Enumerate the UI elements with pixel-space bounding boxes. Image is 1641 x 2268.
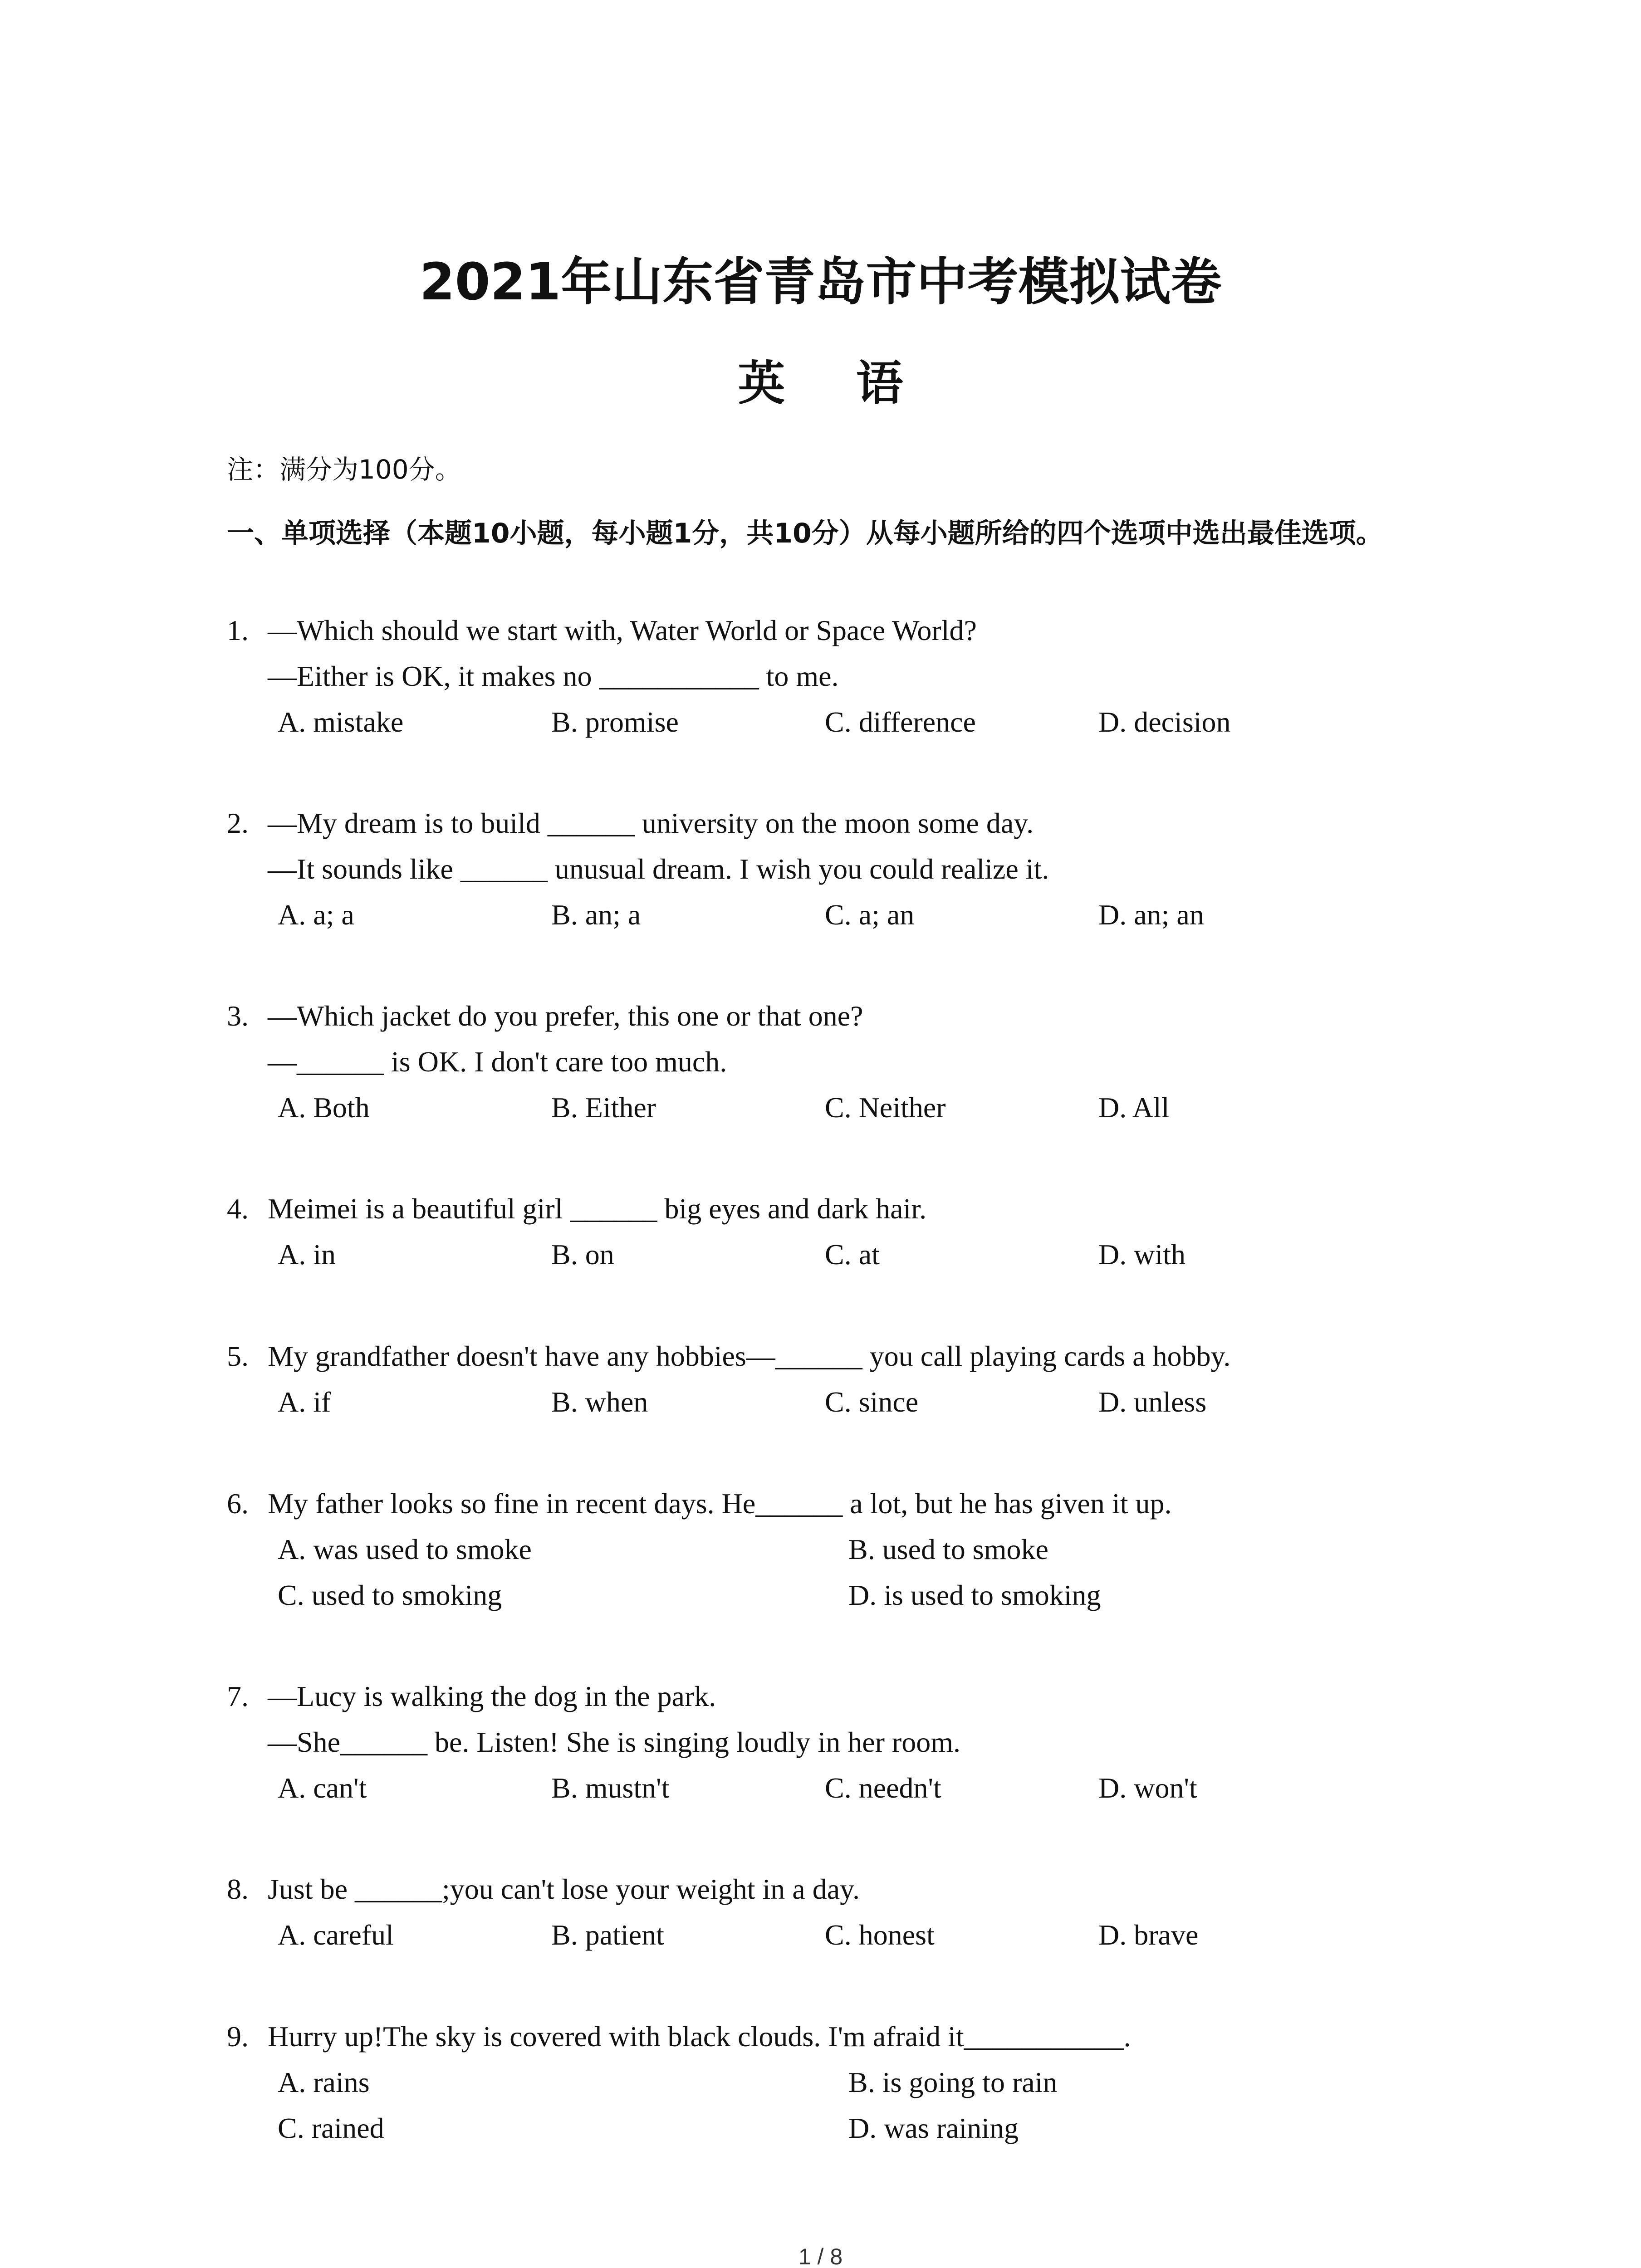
question-number: 3. — [227, 1000, 249, 1032]
answer-option: A. mistake — [278, 706, 404, 738]
question-number: 4. — [227, 1193, 249, 1225]
answer-option: D. unless — [1098, 1386, 1207, 1418]
answer-option: B. on — [551, 1238, 614, 1271]
question-stem-line: Hurry up!The sky is covered with black clouds. I'm afraid it___________. — [268, 2020, 1131, 2053]
answer-option: B. patient — [551, 1919, 664, 1951]
score-note: 注：满分为100分。 — [227, 454, 461, 485]
question-number: 1. — [227, 614, 249, 646]
answer-option: B. used to smoke — [848, 1533, 1048, 1565]
question-stem-line: My father looks so fine in recent days. He______ a lot, but he has given it up. — [268, 1487, 1172, 1520]
question-number: 2. — [227, 807, 249, 839]
answer-option: B. mustn't — [551, 1772, 670, 1804]
answer-option: D. was raining — [848, 2112, 1019, 2144]
question-stem-line: —She______ be. Listen! She is singing loudly in her room. — [268, 1726, 960, 1758]
answer-option: C. rained — [278, 2112, 384, 2144]
answer-option: A. was used to smoke — [278, 1533, 532, 1565]
page-number: 1 / 8 — [798, 2244, 843, 2268]
answer-option: B. promise — [551, 706, 679, 738]
exam-subject: 英 语 — [738, 356, 931, 411]
section-heading: 一、单项选择（本题10小题，每小题1分，共10分）从每小题所给的四个选项中选出最佳选项。 — [227, 518, 1383, 549]
answer-option: A. a; a — [278, 899, 354, 931]
question-stem-line: —Which should we start with, Water World or Space World? — [268, 614, 977, 646]
answer-option: D. won't — [1098, 1772, 1197, 1804]
answer-option: B. when — [551, 1386, 648, 1418]
answer-option: D. is used to smoking — [848, 1579, 1101, 1611]
question-number: 9. — [227, 2020, 249, 2053]
question-stem-line: —My dream is to build ______ university on the moon some day. — [268, 807, 1034, 839]
answer-option: C. at — [825, 1238, 880, 1271]
answer-option: D. an; an — [1098, 899, 1204, 931]
answer-option: C. honest — [825, 1919, 935, 1951]
answer-option: A. can't — [278, 1772, 367, 1804]
question-stem-line: My grandfather doesn't have any hobbies—______ you call playing cards a hobby. — [268, 1340, 1231, 1372]
question-number: 7. — [227, 1680, 249, 1712]
question-stem-line: —Lucy is walking the dog in the park. — [268, 1680, 716, 1712]
exam-title: 2021年山东省青岛市中考模拟试卷 — [419, 253, 1222, 312]
answer-option: C. needn't — [825, 1772, 941, 1804]
question-stem-line: Meimei is a beautiful girl ______ big eyes and dark hair. — [268, 1193, 927, 1225]
answer-option: B. an; a — [551, 899, 641, 931]
answer-option: B. Either — [551, 1091, 656, 1124]
answer-option: C. difference — [825, 706, 976, 738]
answer-option: D. brave — [1098, 1919, 1199, 1951]
answer-option: C. since — [825, 1386, 919, 1418]
answer-option: C. used to smoking — [278, 1579, 502, 1611]
question-stem-line: —Which jacket do you prefer, this one or that one? — [268, 1000, 863, 1032]
question-stem-line: Just be ______;you can't lose your weight in a day. — [268, 1873, 860, 1905]
answer-option: C. Neither — [825, 1091, 946, 1124]
answer-option: A. if — [278, 1386, 331, 1418]
answer-option: B. is going to rain — [848, 2066, 1058, 2098]
answer-option: D. decision — [1098, 706, 1231, 738]
answer-option: A. rains — [278, 2066, 370, 2098]
question-stem-line: —Either is OK, it makes no ___________ to me. — [268, 660, 839, 692]
answer-option: A. Both — [278, 1091, 370, 1124]
answer-option: C. a; an — [825, 899, 915, 931]
question-number: 8. — [227, 1873, 249, 1905]
answer-option: D. All — [1098, 1091, 1170, 1124]
question-number: 5. — [227, 1340, 249, 1372]
answer-option: A. careful — [278, 1919, 394, 1951]
question-number: 6. — [227, 1487, 249, 1520]
question-stem-line: —______ is OK. I don't care too much. — [268, 1046, 727, 1078]
answer-option: A. in — [278, 1238, 336, 1271]
answer-option: D. with — [1098, 1238, 1185, 1271]
question-stem-line: —It sounds like ______ unusual dream. I wish you could realize it. — [268, 853, 1049, 885]
